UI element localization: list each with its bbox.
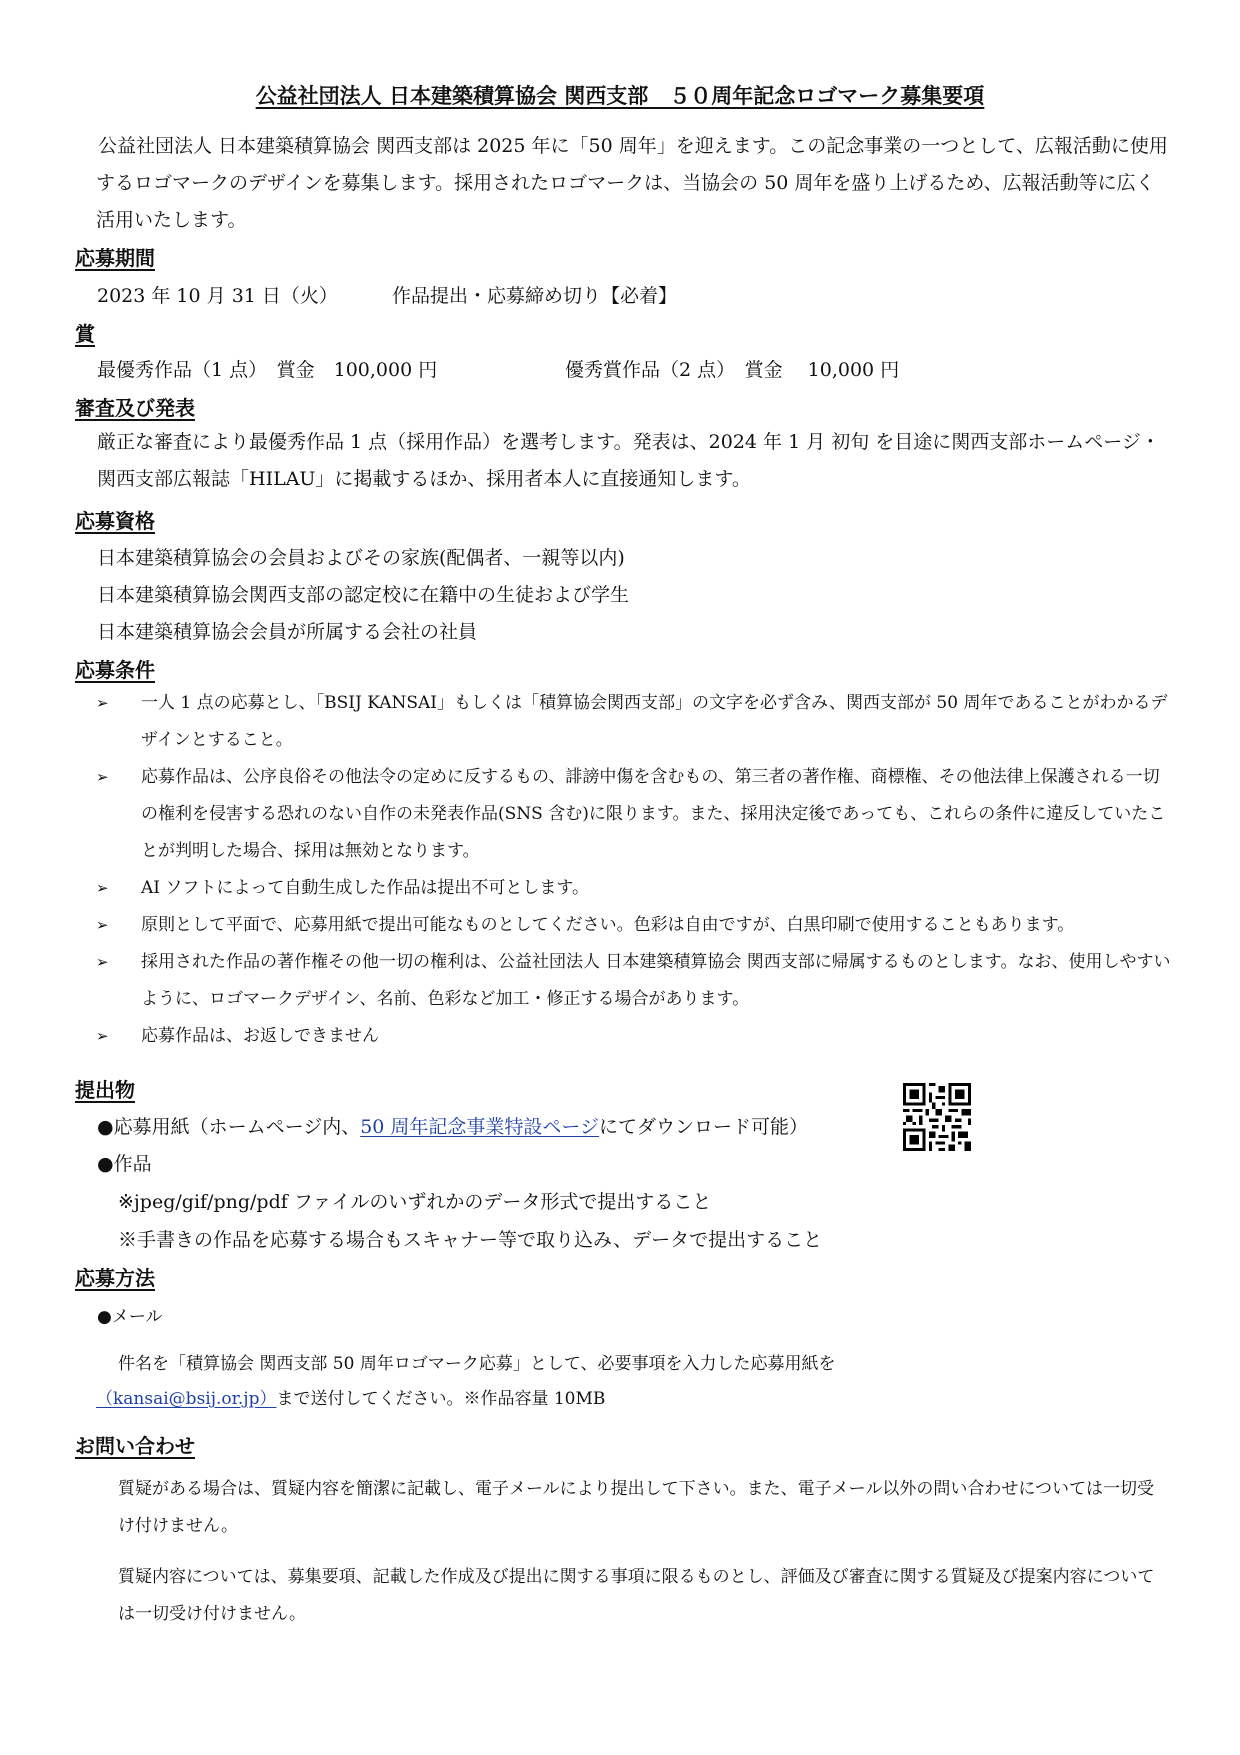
submission-work: ●作品	[97, 1153, 152, 1175]
section-heading-prize: 賞	[75, 322, 95, 346]
arrow-bullet-icon: ➢	[96, 953, 109, 971]
period-note: 作品提出・応募締め切り【必着】	[392, 285, 678, 307]
section-heading-period: 応募期間	[75, 246, 155, 270]
special-page-link[interactable]: 50 周年記念事業特設ページ	[360, 1116, 600, 1138]
section-heading-conditions: 応募条件	[75, 658, 155, 682]
section-heading-method: 応募方法	[75, 1266, 155, 1290]
submission-note: ※jpeg/gif/png/pdf ファイルのいずれかのデータ形式で提出すること	[118, 1191, 712, 1213]
method-line2: （kansai@bsij.or.jp）まで送付してください。※作品容量 10MB	[96, 1389, 606, 1409]
qr-code-icon	[903, 1083, 971, 1151]
inquiry-paragraph: 質疑内容については、募集要項、記載した作成及び提出に関する事項に限るものとし、評価及び審査に関する質疑及び提案内容については一切受け付けません。	[118, 1567, 1155, 1624]
section-heading-inquiry: お問い合わせ	[75, 1434, 195, 1458]
inquiry-paragraph: 質疑がある場合は、質疑内容を簡潔に記載し、電子メールにより提出して下さい。また、電子メール以外の問い合わせについては一切受け付けません。	[118, 1479, 1154, 1536]
submission-note: ※手書きの作品を応募する場合もスキャナー等で取り込み、データで提出すること	[118, 1229, 823, 1251]
arrow-bullet-icon: ➢	[96, 1027, 109, 1045]
arrow-bullet-icon: ➢	[96, 916, 109, 934]
method-mail: ●メール	[97, 1307, 163, 1327]
submission-form-line: ●応募用紙（ホームページ内、50 周年記念事業特設ページにてダウンロード可能）	[97, 1116, 809, 1138]
prize-second: 優秀賞作品（2 点） 賞金 10,000 円	[565, 359, 900, 381]
eligibility-item: 日本建築積算協会会員が所属する会社の社員	[97, 621, 478, 643]
prize-first: 最優秀作品（1 点） 賞金 100,000 円	[97, 359, 438, 381]
arrow-bullet-icon: ➢	[96, 768, 109, 786]
document-page: 公益社団法人 日本建築積算協会 関西支部 ５０周年記念ロゴマーク募集要項 公益社団法人 日本建築積算協会 関西支部は 2025 年に「50 周年」を迎えます。この記念事業の一つとして、広報活動に使用するロゴマークのデザインを募集します。採用されたロゴマークは、当協会の 50 周年を盛り上げるため、広報活動等に広く活用いたします。 応募期間 2023 年 10 月 31 日（火） 作品提出・応募締め切り【必着】 賞 最優秀作品（1 点） 賞金 100,000 円 優秀賞作品（2 点） 賞金 10,000 円 審査及び発表 厳正な審査により最優秀作品 1 点（採用作品）を選考します。発表は、2024 年 1 月 初旬 を目途に関西支部ホームページ・関西支部広報誌「HILAU」に掲載するほか、採用者本人に直接通知します。 応募資格 日本建築積算協会の会員およびその家族(配偶者、一親等以内) 日本建築積算協会関西支部の認定校に在籍中の生徒および学生 日本建築積算協会会員が所属する会社の社員 応募条件 ➢ 一人 1 点の応募とし、「BSIJ KANSAI」もしくは「積算協会関西支部」の文字を必ず含み、関西支部が 50 周年であることがわかるデザインとすること。 ➢ 応募作品は、公序良俗その他法令の定めに反するもの、誹謗中傷を含むもの、第三者の著作権、商標権、その他法律上保護される一切の権利を侵害する恐れのない自作の未発表作品(SNS 含む)に限ります。また、採用決定後であっても、これらの条件に違反していたことが判明した場合、採用は無効となります。 ➢ AI ソフトによって自動生成した作品は提出不可とします。 ➢ 原則として平面で、応募用紙で提出可能なものとしてください。色彩は自由ですが、白黒印刷で使用することもあります。 ➢ 採用された作品の著作権その他一切の権利は、公益社団法人 日本建築積算協会 関西支部に帰属するものとします。なお、使用しやすいように、ロゴマークデザイン、名前、色彩など加工・修正する場合があります。 ➢ 応募作品は、お返しできません 提出物 ●応募用紙（ホームページ内、50 周年記念事業特設ページにてダウンロード可能） ●作品 ※jpeg/gif/png/pdf ファイルのいずれかのデータ形式で提出すること ※手書きの作品を応募する場合もスキャナー等で取り込み、データで提出すること 応募方法 ●メール 件名を「積算協会 関西支部 50 周年ロゴマーク応募」として、必要事項を入力した応募用紙を （kansai@bsij.or.jp）まで送付してください。※作品容量 10MB お問い合わせ 質疑がある場合は、質疑内容を簡潔に記載し、電子メールにより提出して下さい。また、電子メール以外の問い合わせについては一切受け付けません。 質疑内容については、募集要項、記載した作成及び提出に関する事項に限るものとし、評価及び審査に関する質疑及び提案内容については一切受け付けません。	[0, 0, 1240, 1755]
eligibility-item: 日本建築積算協会の会員およびその家族(配偶者、一親等以内)	[97, 547, 625, 569]
review-text: 厳正な審査により最優秀作品 1 点（採用作品）を選考します。発表は、2024 年 1 月 初旬 を目途に関西支部ホームページ・関西支部広報誌「HILAU」に掲載するほか、採用者本人に直接通知します。	[97, 431, 1160, 490]
page-title: 公益社団法人 日本建築積算協会 関西支部 ５０周年記念ロゴマーク募集要項	[255, 83, 985, 108]
email-link[interactable]: （kansai@bsij.or.jp）	[96, 1389, 277, 1409]
intro-paragraph: 公益社団法人 日本建築積算協会 関西支部は 2025 年に「50 周年」を迎えます。この記念事業の一つとして、広報活動に使用するロゴマークのデザインを募集します。採用されたロゴマークは、当協会の 50 周年を盛り上げるため、広報活動等に広く活用いたします。	[96, 135, 1168, 231]
method-line1: 件名を「積算協会 関西支部 50 周年ロゴマーク応募」として、必要事項を入力した応募用紙を	[118, 1354, 836, 1374]
arrow-bullet-icon: ➢	[96, 879, 109, 897]
eligibility-item: 日本建築積算協会関西支部の認定校に在籍中の生徒および学生	[97, 584, 630, 606]
section-heading-eligibility: 応募資格	[75, 509, 155, 533]
section-heading-review: 審査及び発表	[75, 396, 195, 420]
section-heading-submission: 提出物	[75, 1078, 135, 1102]
arrow-bullet-icon: ➢	[96, 694, 109, 712]
period-date: 2023 年 10 月 31 日（火）	[97, 285, 338, 307]
